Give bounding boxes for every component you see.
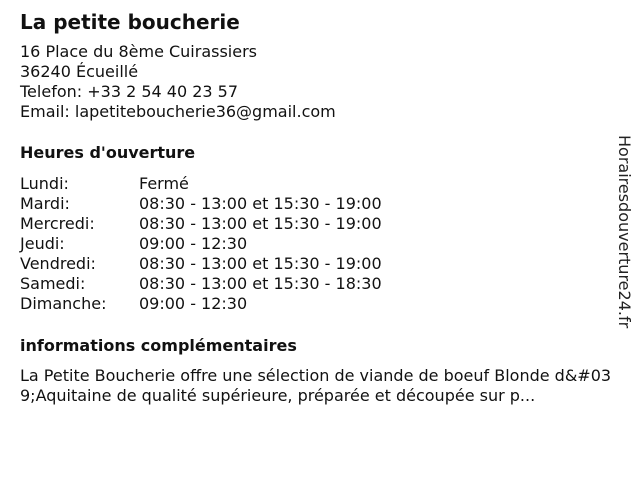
day-label: Dimanche:: [20, 294, 107, 313]
day-label: Lundi:: [20, 174, 69, 193]
info-description: La Petite Boucherie offre une sélection de viande de boeuf Blonde d&#039;Aquitaine de qualité supérieure, préparée et découpée sur p...: [20, 366, 612, 405]
time-range: 08:30 - 13:00 et 15:30 - 19:00: [139, 194, 382, 213]
time-range: 08:30 - 13:00 et 15:30 - 19:00: [139, 254, 382, 273]
time-range: 09:00 - 12:30: [139, 294, 248, 313]
time-range: 09:00 - 12:30: [139, 234, 248, 253]
day-label: Jeudi:: [20, 234, 65, 253]
time-range: 08:30 - 13:00 et 15:30 - 18:30: [139, 274, 382, 293]
address-street: 16 Place du 8ème Cuirassiers: [20, 42, 258, 61]
day-label: Mardi:: [20, 194, 70, 213]
hours-row: [20, 274, 382, 294]
day-label: Samedi:: [20, 274, 86, 293]
day-label: Mercredi:: [20, 214, 95, 233]
business-name: La petite boucherie: [20, 10, 240, 34]
address-city: 36240 Écueillé: [20, 62, 139, 81]
site-watermark: Horairesdouverture24.fr: [615, 135, 634, 329]
day-label: Vendredi:: [20, 254, 96, 273]
time-range: 08:30 - 13:00 et 15:30 - 19:00: [139, 214, 382, 233]
info-heading: informations complémentaires: [20, 336, 297, 355]
hours-heading: Heures d'ouverture: [20, 143, 196, 162]
business-card: [20, 8, 610, 406]
hours-row: [20, 234, 382, 254]
phone-number: Telefon: +33 2 54 40 23 57: [20, 82, 239, 101]
hours-row: [20, 294, 382, 314]
hours-row: [20, 194, 382, 214]
email-address: Email: lapetiteboucherie36@gmail.com: [20, 102, 336, 121]
hours-row: [20, 174, 382, 194]
hours-row: [20, 214, 382, 234]
hours-row: [20, 254, 382, 274]
time-range: Fermé: [139, 174, 189, 193]
opening-hours-table: [20, 174, 382, 314]
contact-block: [20, 42, 610, 122]
